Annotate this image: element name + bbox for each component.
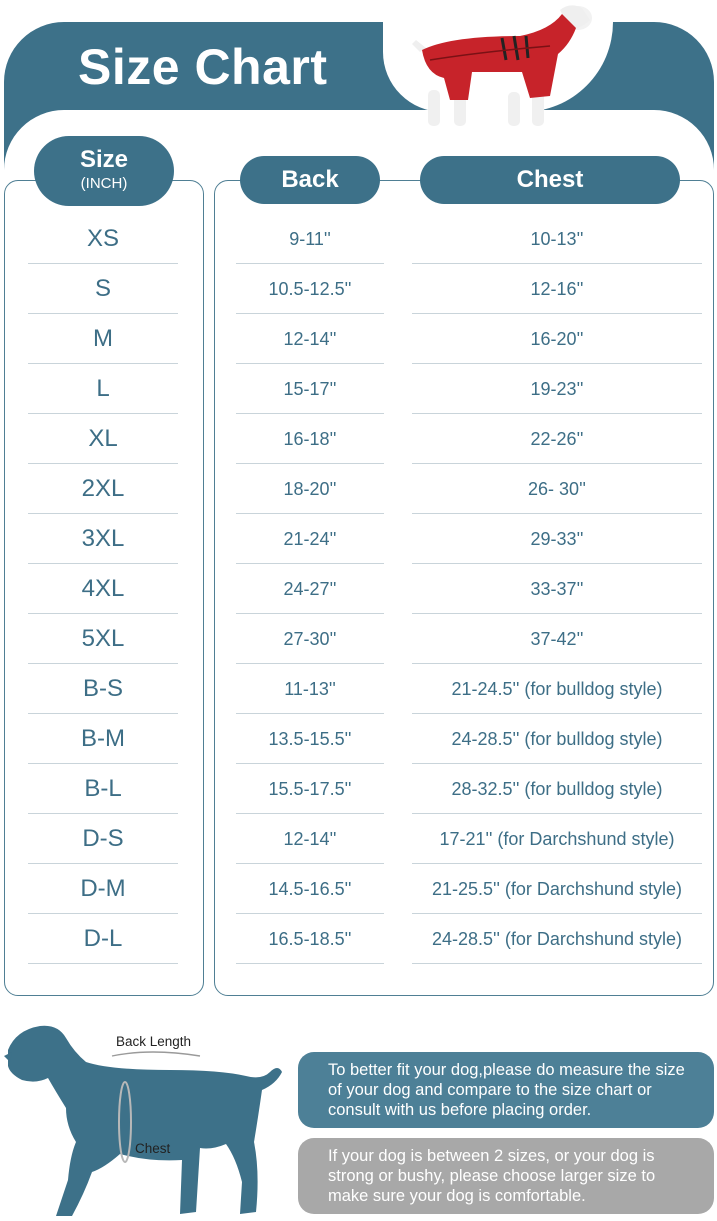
size-cell: B-L [84, 775, 122, 802]
chest-cell: 37-42'' [530, 629, 584, 649]
table-row [0, 614, 717, 664]
back-cell: 13.5-15.5'' [268, 729, 352, 749]
chest-cell: 16-20'' [530, 329, 584, 349]
size-cell: 4XL [81, 575, 125, 602]
chest-cell: 12-16'' [530, 279, 584, 299]
size-cell: S [94, 275, 111, 302]
back-cell: 27-30'' [283, 629, 337, 649]
table-row [0, 514, 717, 564]
table-row [0, 464, 717, 514]
back-cell: 21-24'' [283, 529, 337, 549]
size-cell: D-L [83, 925, 123, 952]
size-cell: D-S [82, 825, 124, 852]
row-divider [236, 963, 384, 964]
size-cell: B-M [81, 725, 125, 752]
table-row [0, 914, 717, 964]
back-cell: 14.5-16.5'' [268, 879, 352, 899]
chest-cell: 19-23'' [530, 379, 584, 399]
size-cell: 5XL [81, 625, 125, 652]
between-sizes-note: If your dog is between 2 sizes, or your dog is strong or bushy, please choose larger size to make sure your dog is comfortable. [298, 1138, 714, 1214]
back-cell: 16-18'' [283, 429, 337, 449]
back-cell: 16.5-18.5'' [268, 929, 352, 949]
size-header-label: Size [79, 146, 129, 173]
back-cell: 9-11'' [289, 229, 331, 249]
size-cell: XS [86, 225, 119, 252]
size-unit-label: (INCH) [80, 175, 128, 192]
dog-silhouette-icon [0, 1022, 290, 1221]
size-cell: B-S [82, 675, 123, 702]
table-row [0, 264, 717, 314]
table-row [0, 214, 717, 264]
chest-cell: 24-28.5'' (for bulldog style) [451, 729, 663, 749]
size-cell: XL [88, 425, 118, 452]
page-title: Size Chart [78, 39, 328, 95]
chest-cell: 24-28.5'' (for Darchshund style) [432, 929, 682, 949]
size-cell: 2XL [81, 475, 125, 502]
row-divider [412, 963, 702, 964]
back-cell: 10.5-12.5'' [268, 279, 352, 299]
back-column-header: Back [240, 156, 380, 204]
back-cell: 15-17'' [283, 379, 337, 399]
chest-cell: 21-24.5'' (for bulldog style) [451, 679, 663, 699]
chest-cell: 33-37'' [530, 579, 584, 599]
row-divider [28, 963, 178, 964]
chest-cell: 10-13'' [530, 229, 584, 249]
size-cell: D-M [80, 875, 126, 902]
size-column-header [34, 136, 174, 206]
table-row [0, 814, 717, 864]
back-cell: 12-14'' [283, 829, 337, 849]
chest-cell: 21-25.5'' (for Darchshund style) [432, 879, 682, 899]
chest-label: Chest [135, 1141, 171, 1156]
back-cell: 11-13'' [284, 679, 336, 699]
table-row [0, 314, 717, 364]
measure-note: To better fit your dog,please do measure the size of your dog and compare to the size chart or consult with us before placing order. [298, 1052, 714, 1128]
table-row [0, 764, 717, 814]
back-cell: 12-14'' [283, 329, 337, 349]
size-cell: L [96, 375, 110, 402]
table-row [0, 364, 717, 414]
back-cell: 18-20'' [283, 479, 337, 499]
back-length-label: Back Length [116, 1034, 192, 1049]
table-row [0, 414, 717, 464]
chest-cell: 22-26'' [530, 429, 584, 449]
chest-column-header: Chest [420, 156, 680, 204]
table-row [0, 664, 717, 714]
dog-in-red-coat-icon [410, 0, 600, 130]
chest-cell: 17-21'' (for Darchshund style) [439, 829, 675, 849]
table-row [0, 864, 717, 914]
chest-cell: 29-33'' [530, 529, 584, 549]
size-cell: 3XL [81, 525, 125, 552]
chest-cell: 28-32.5'' (for bulldog style) [451, 779, 663, 799]
size-cell: M [93, 325, 113, 352]
back-cell: 15.5-17.5'' [268, 779, 352, 799]
chest-cell: 26- 30'' [528, 479, 586, 499]
table-row [0, 714, 717, 764]
table-row [0, 564, 717, 614]
back-cell: 24-27'' [283, 579, 337, 599]
